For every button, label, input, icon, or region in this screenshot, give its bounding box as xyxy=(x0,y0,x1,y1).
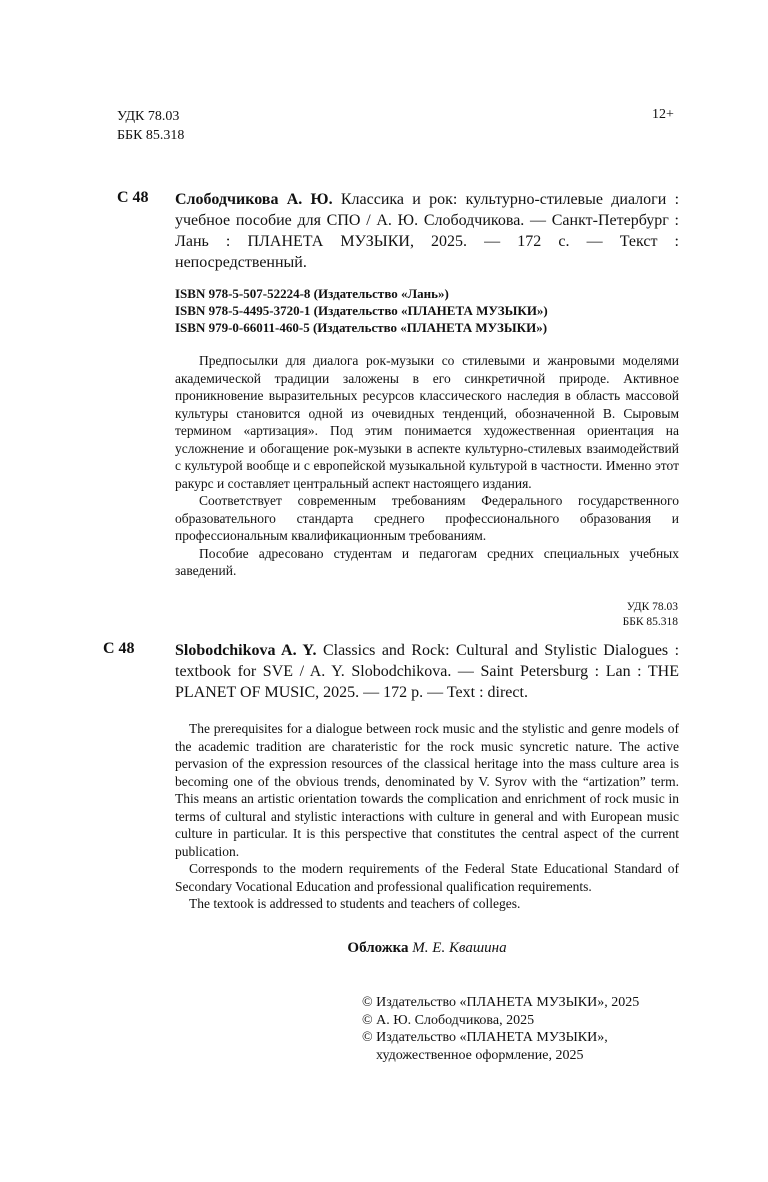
ru-bibliographic-entry xyxy=(175,189,679,273)
en-bibliographic-entry xyxy=(175,640,679,703)
copyright-line: художественное оформление, 2025 xyxy=(376,1047,584,1063)
ru-annotation xyxy=(175,352,679,580)
ru-annotation-paragraph: Пособие адресовано студентам и педагогам средних специальных учебных заведений. xyxy=(175,545,679,578)
classification-codes xyxy=(117,107,184,145)
udk-code: УДК 78.03 xyxy=(117,109,180,124)
isbn-planet-2: ISBN 979-0-66011-460-5 (Издательство «ПЛАНЕТА МУЗЫКИ») xyxy=(175,320,548,335)
copyright-line: © Издательство «ПЛАНЕТА МУЗЫКИ», 2025 xyxy=(362,995,640,1010)
en-annotation xyxy=(175,720,679,913)
ru-author: Слободчикова А. Ю. xyxy=(175,191,333,208)
isbn-lan: ISBN 978-5-507-52224-8 (Издательство «Лань») xyxy=(175,286,449,301)
udk-code-small: УДК 78.03 xyxy=(626,601,678,613)
en-annotation-paragraph: The textook is addressed to students and teachers of colleges. xyxy=(189,896,521,911)
en-author: Slobodchikova A. Y. xyxy=(175,642,317,659)
ru-description: Классика и рок: культурно-стилевые диалоги : учебное пособие для СПО / А. Ю. Слободчикова. — Санкт-Петербург : Лань : ПЛАНЕТА МУЗЫКИ, 2025. — 172 с. — Текст : непосредственный. xyxy=(175,191,680,271)
en-annotation-paragraph: The prerequisites for a dialogue between rock music and the stylistic and genre models of the academic tradition are charateristic for the rock music syncretic nature. The active pervasion of the expression resources of the classical heritage into the mass culture area is becoming one of the obvious trends, denominated by V. Syrov with the “artization” term. This means an artistic orientation towards the complication and enrichment of rock music in terms of cultural and stylistic interactions with culture in general and with European music culture in particular. It is this perspective that constitutes the central aspect of the current publication. xyxy=(175,721,679,859)
copyright-block xyxy=(362,994,639,1064)
en-author-code: С 48 xyxy=(103,640,135,657)
age-rating: 12+ xyxy=(652,107,674,122)
bottom-classification xyxy=(560,600,678,630)
copyright-line: © А. Ю. Слободчикова, 2025 xyxy=(362,1012,535,1028)
cover-label: Обложка xyxy=(347,940,409,956)
cover-designer: М. Е. Квашина xyxy=(412,940,507,956)
ru-annotation-paragraph: Соответствует современным требованиям Федерального государственного образовательного стандарта среднего профессионального образования и профессиональным квалификационным требованиям. xyxy=(175,493,679,543)
isbn-planet-1: ISBN 978-5-4495-3720-1 (Издательство «ПЛАНЕТА МУЗЫКИ») xyxy=(175,303,548,318)
en-description: Classics and Rock: Cultural and Stylistic Dialogues : textbook for SVE / A. Y. Slobodchikova. — Saint Petersburg : Lan : THE PLANET OF MUSIC, 2025. — 172 p. — Text : direct. xyxy=(175,642,680,701)
ru-annotation-paragraph: Предпосылки для диалога рок-музыки со стилевыми и жанровыми моделями академической традиции заложены в его синкретичной природе. Активное проникновение выразительных ресурсов классического наследия в область массовой культуры становится одной из очевидных тенденций, обозначенной В. Сыровым термином «артизация». Под этим понимается художественная ориентация на усложнение и обогащение рок-музыки в аспекте культурно-стилевых взаимодействий с культурой вообще и с европейской музыкальной культурой в частности. Именно этот ракурс и составляет центральный аспект настоящего издания. xyxy=(175,353,679,491)
copyright-line: © Издательство «ПЛАНЕТА МУЗЫКИ», xyxy=(362,1030,608,1045)
bbk-code: ББК 85.318 xyxy=(117,128,185,143)
bbk-code-small: ББК 85.318 xyxy=(622,616,678,628)
cover-credit xyxy=(175,940,679,957)
en-annotation-paragraph: Corresponds to the modern requirements of the Federal State Educational Standard of Secondary Vocational Education and professional qualification requirements. xyxy=(175,861,679,894)
isbn-list xyxy=(175,285,548,336)
ru-author-code: С 48 xyxy=(117,189,149,206)
